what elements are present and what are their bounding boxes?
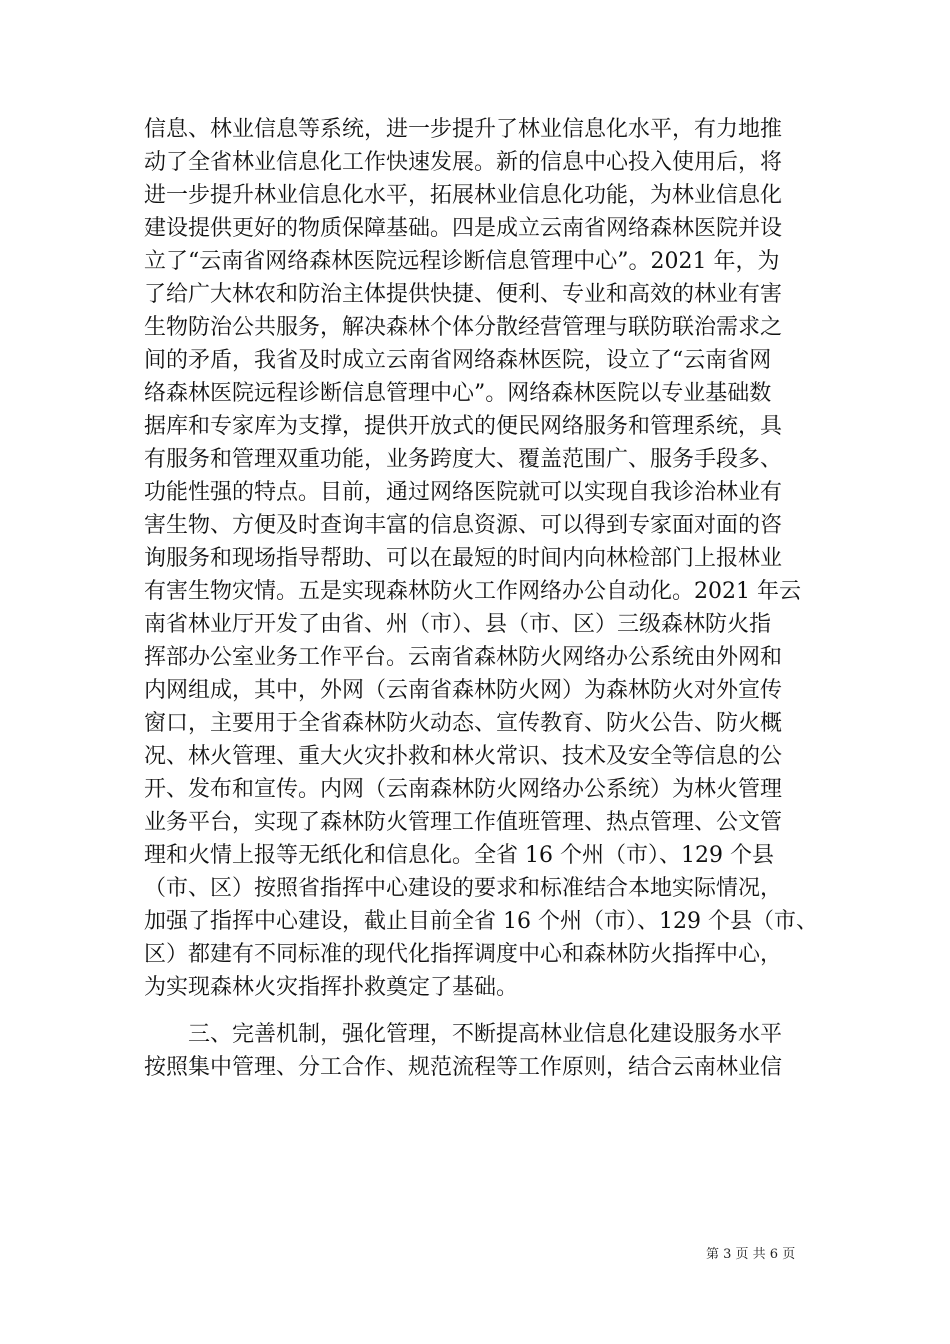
text-line: 据库和专家库为支撑，提供开放式的便民网络服务和管理系统，具 xyxy=(144,414,783,439)
text-line: 窗口，主要用于全省森林防火动态、宣传教育、防火公告、防火概 xyxy=(144,711,783,736)
text-line: 开、发布和宣传。内网（云南森林防火网络办公系统）为林火管理 xyxy=(144,777,783,802)
text-line: 功能性强的特点。目前，通过网络医院就可以实现自我诊治林业有 xyxy=(144,480,783,505)
body-text xyxy=(144,113,818,1084)
text-line: （市、区）按照省指挥中心建设的要求和标准结合本地实际情况， xyxy=(144,876,783,901)
text-line: 区）都建有不同标准的现代化指挥调度中心和森林防火指挥中心， xyxy=(144,942,783,967)
text-line: 有服务和管理双重功能，业务跨度大、覆盖范围广、服务手段多、 xyxy=(144,447,783,472)
text-line: 建设提供更好的物质保障基础。四是成立云南省网络森林医院并设 xyxy=(144,216,783,241)
text-line: 进一步提升林业信息化水平，拓展林业信息化功能，为林业信息化 xyxy=(144,183,783,208)
text-line: 加强了指挥中心建设，截止目前全省 16 个州（市）、129 个县（市、 xyxy=(144,909,818,934)
text-line: 动了全省林业信息化工作快速发展。新的信息中心投入使用后，将 xyxy=(144,150,783,175)
text-line: 按照集中管理、分工合作、规范流程等工作原则，结合云南林业信 xyxy=(144,1055,783,1080)
text-line: 为实现森林火灾指挥扑救奠定了基础。 xyxy=(144,975,519,1000)
section-heading: 三、完善机制，强化管理，不断提高林业信息化建设服务水平 xyxy=(188,1022,783,1047)
text-line: 信息、林业信息等系统，进一步提升了林业信息化水平，有力地推 xyxy=(144,117,783,142)
text-line: 理和火情上报等无纸化和信息化。全省 16 个州（市）、129 个县 xyxy=(144,843,774,868)
paragraph-spacer xyxy=(144,1004,814,1018)
text-line: 间的矛盾，我省及时成立云南省网络森林医院，设立了“云南省网 xyxy=(144,348,772,373)
text-line: 了给广大林农和防治主体提供快捷、便利、专业和高效的林业有害 xyxy=(144,282,783,307)
text-line: 生物防治公共服务，解决森林个体分散经营管理与联防联治需求之 xyxy=(144,315,783,340)
text-line: 况、林火管理、重大火灾扑救和林火常识、技术及安全等信息的公 xyxy=(144,744,783,769)
text-line: 挥部办公室业务工作平台。云南省森林防火网络办公系统由外网和 xyxy=(144,645,783,670)
text-line: 有害生物灾情。五是实现森林防火工作网络办公自动化。2021 年云 xyxy=(144,579,801,604)
text-line: 立了“云南省网络森林医院远程诊断信息管理中心”。2021 年，为 xyxy=(144,249,780,274)
text-line: 业务平台，实现了森林防火管理工作值班管理、热点管理、公文管 xyxy=(144,810,783,835)
text-line: 询服务和现场指导帮助、可以在最短的时间内向林检部门上报林业 xyxy=(144,546,783,571)
page-number: 第 3 页 共 6 页 xyxy=(706,1247,796,1262)
text-line: 南省林业厅开发了由省、州（市）、县（市、区）三级森林防火指 xyxy=(144,612,772,637)
text-line: 内网组成，其中，外网（云南省森林防火网）为森林防火对外宣传 xyxy=(144,678,783,703)
text-line: 络森林医院远程诊断信息管理中心”。网络森林医院以专业基础数 xyxy=(144,381,772,406)
text-line: 害生物、方便及时查询丰富的信息资源、可以得到专家面对面的咨 xyxy=(144,513,783,538)
